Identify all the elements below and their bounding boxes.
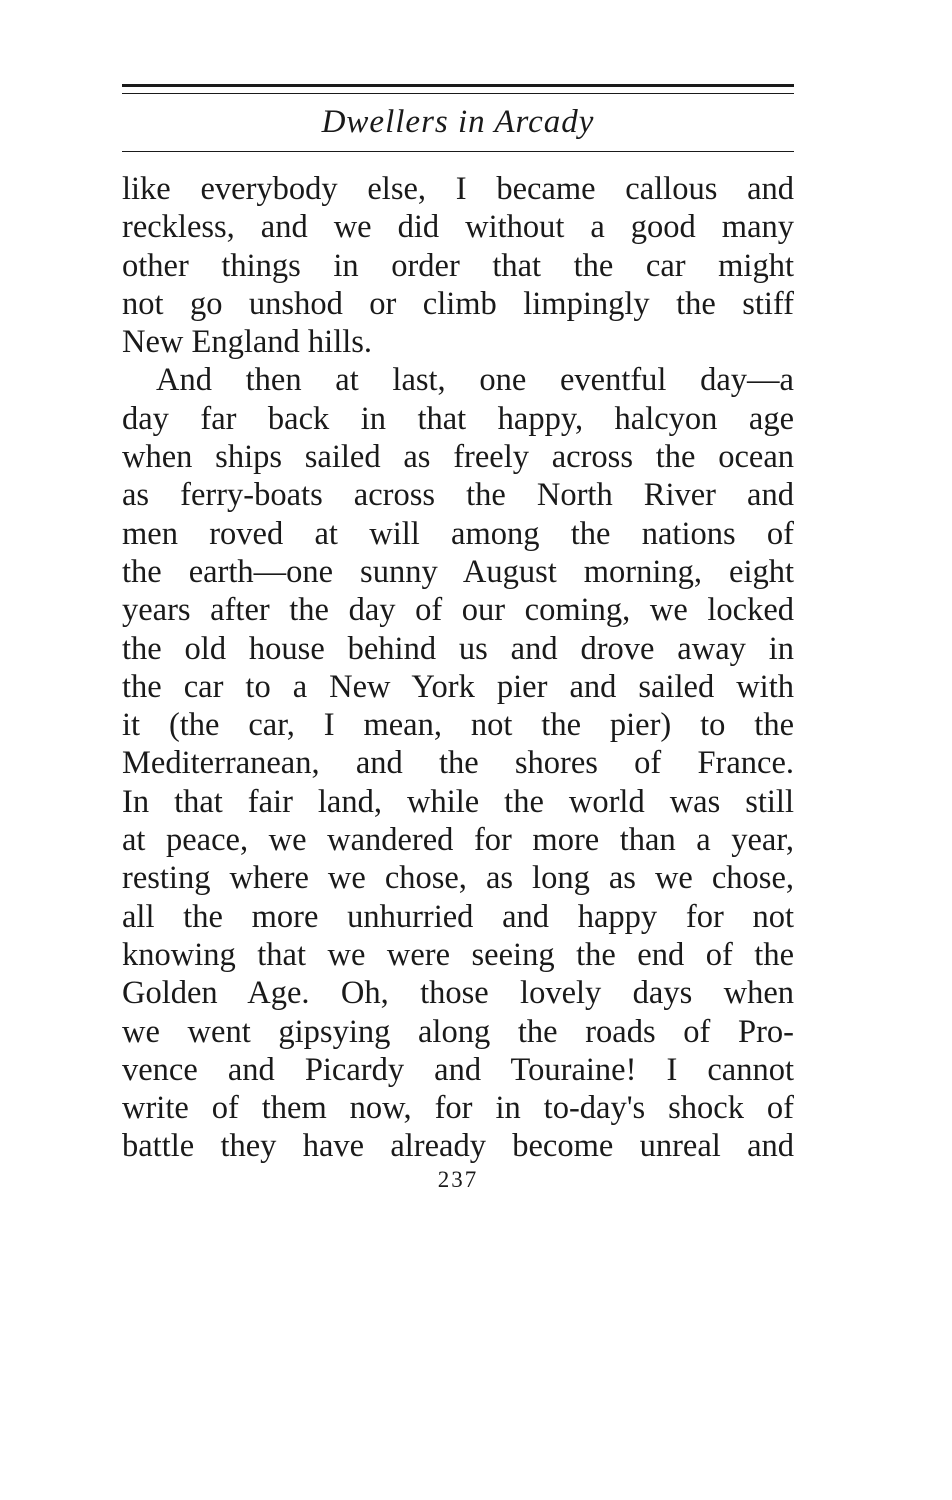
text-line: years after the day of our coming, we locked xyxy=(122,592,794,629)
text-line: the earth—one sunny August morning, eight xyxy=(122,553,794,590)
text-line: the old house behind us and drove away in xyxy=(122,630,794,667)
text-line: knowing that we were seeing the end of the xyxy=(122,936,794,973)
text-line: the car to a New York pier and sailed with xyxy=(122,668,794,705)
page-number: 237 xyxy=(437,1167,479,1192)
text-line: at peace, we wandered for more than a year, xyxy=(122,822,794,859)
text-line: Golden Age. Oh, those lovely days when xyxy=(122,975,794,1012)
text-line: not go unshod or climb limpingly the stiff xyxy=(122,285,794,322)
text-line: day far back in that happy, halcyon age xyxy=(122,400,794,437)
text-line: we went gipsying along the roads of Pro- xyxy=(122,1013,794,1050)
text-line: when ships sailed as freely across the ocean xyxy=(122,439,794,476)
text-line: battle they have already become unreal and xyxy=(122,1128,794,1165)
body-text xyxy=(122,170,794,1166)
text-line: And then at last, one eventful day—a xyxy=(156,362,794,399)
running-title: Dwellers in Arcady xyxy=(321,104,595,140)
header-rule-thick xyxy=(122,84,794,87)
text-line: it (the car, I mean, not the pier) to the xyxy=(122,707,794,744)
text-line: men roved at will among the nations of xyxy=(122,515,794,552)
text-line: Mediterranean, and the shores of France. xyxy=(122,745,794,782)
header-rule-thin xyxy=(122,93,794,94)
text-line: as ferry-boats across the North River and xyxy=(122,477,794,514)
text-line: other things in order that the car might xyxy=(122,247,794,284)
text-line: resting where we chose, as long as we chose, xyxy=(122,860,794,897)
text-line: write of them now, for in to-day's shock of xyxy=(122,1090,794,1127)
text-line: vence and Picardy and Touraine! I cannot xyxy=(122,1051,794,1088)
text-line: New England hills. xyxy=(122,324,373,361)
text-line: like everybody else, I became callous and xyxy=(122,171,794,207)
text-line: In that fair land, while the world was still xyxy=(122,783,794,820)
header-rule-under-title xyxy=(122,151,794,152)
text-line: reckless, and we did without a good many xyxy=(122,209,794,246)
text-line: all the more unhurried and happy for not xyxy=(122,898,794,935)
